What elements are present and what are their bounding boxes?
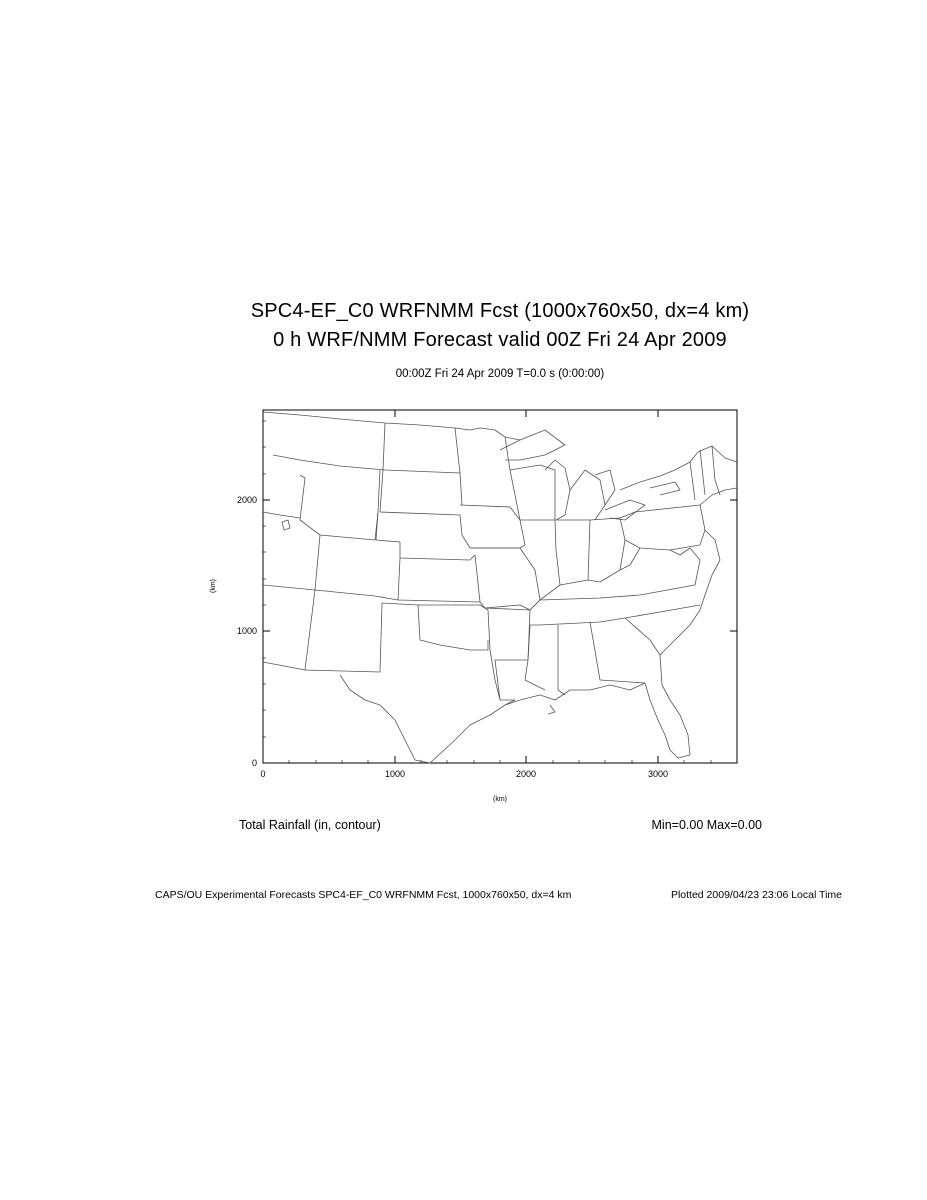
state-boundaries <box>263 412 737 763</box>
canada-border <box>263 412 520 440</box>
min-max-label: Min=0.00 Max=0.00 <box>651 818 762 832</box>
y-axis-label: (km) <box>210 579 217 593</box>
footer-left: CAPS/OU Experimental Forecasts SPC4-EF_C0 WRFNMM Fcst, 1000x760x50, dx=4 km <box>155 889 572 901</box>
florida <box>645 655 690 758</box>
texas-outline <box>340 650 515 763</box>
footer-right: Plotted 2009/04/23 23:06 Local Time <box>670 889 842 901</box>
lake-erie <box>605 500 645 520</box>
gulf-coast <box>505 683 645 705</box>
x-tick-label: 2000 <box>515 769 537 779</box>
minor-ticks <box>263 421 711 763</box>
lake-huron <box>595 470 615 505</box>
canada-border-east <box>620 446 737 490</box>
field-label: Total Rainfall (in, contour) <box>239 818 381 832</box>
michigan <box>570 470 605 520</box>
lake-ontario <box>650 482 680 495</box>
x-axis-label: (km) <box>493 796 507 803</box>
great-salt-lake <box>282 520 290 530</box>
y-tick-label: 2000 <box>236 495 257 505</box>
axis-labels <box>210 495 668 803</box>
lake-superior <box>500 430 565 460</box>
wyoming-colorado <box>300 470 380 540</box>
map-frame <box>263 410 737 763</box>
x-tick-label: 3000 <box>647 769 669 779</box>
lake-michigan <box>545 460 570 520</box>
mississippi-alabama <box>558 625 565 695</box>
axis-ticks <box>263 410 737 763</box>
title-line-2: 0 h WRF/NMM Forecast valid 00Z Fri 24 Apr 2009 <box>273 329 727 351</box>
y-tick-label: 1000 <box>236 626 257 636</box>
title-line-1: SPC4-EF_C0 WRFNMM Fcst (1000x760x50, dx=4 km) <box>250 300 750 322</box>
northern-plains-west <box>273 455 385 470</box>
y-tick-label: 0 <box>251 758 257 768</box>
x-tick-label: 1000 <box>384 769 406 779</box>
valid-time-subtitle: 00:00Z Fri 24 Apr 2009 T=0.0 s (0:00:00) <box>395 368 605 380</box>
x-tick-label: 0 <box>260 769 266 779</box>
